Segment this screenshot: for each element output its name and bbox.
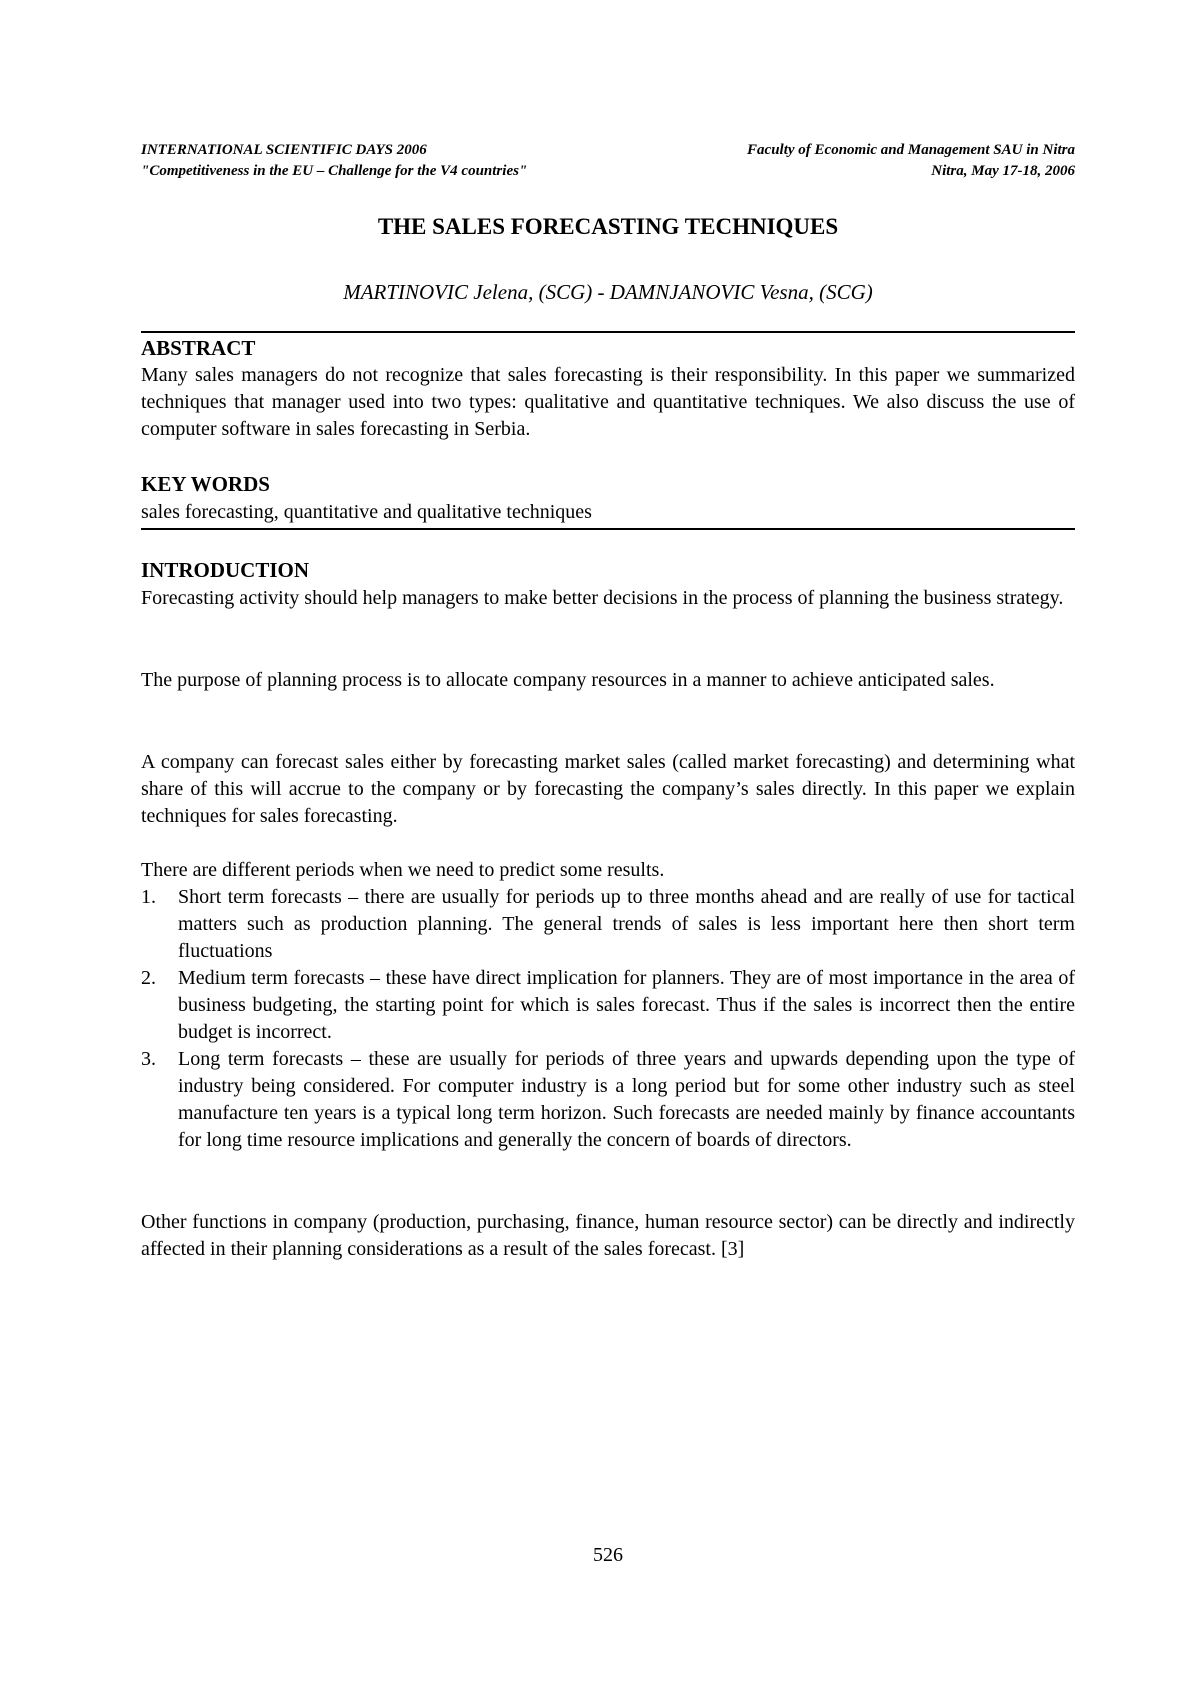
list-item-text: Long term forecasts – these are usually for periods of three years and upwards depending upon the type of industry being considered. For computer industry is a long period but for some other industry such as steel manufacture ten years is a typical long term horizon. Such forecasts are needed mainly by finance accountants for long time resource implications and generally the concern of boards of directors. <box>178 1048 1075 1151</box>
intro-paragraph-3: A company can forecast sales either by forecasting market sales (called market forecasting) and determining what share of this will accrue to the company or by forecasting the company’s sales directly. In this paper we explain techniques for sales forecasting. <box>141 751 1075 827</box>
intro-paragraph-4: There are different periods when we need to predict some results. <box>141 859 665 881</box>
abstract-heading: ABSTRACT <box>141 336 256 360</box>
list-item <box>141 965 1075 1046</box>
conference-date: Nitra, May 17-18, 2006 <box>931 163 1075 179</box>
list-item <box>141 884 1075 965</box>
conference-theme: "Competitiveness in the EU – Challenge for the V4 countries" <box>141 163 528 179</box>
keywords-heading: KEY WORDS <box>141 472 270 496</box>
list-item-text: Medium term forecasts – these have direct implication for planners. They are of most importance in the area of business budgeting, the starting point for which is sales forecast. Thus if the sales is incorrect then the entire budget is incorrect. <box>178 967 1075 1043</box>
introduction-heading: INTRODUCTION <box>141 558 310 582</box>
abstract-text: Many sales managers do not recognize that sales forecasting is their responsibility. In this paper we summarized techniques that manager used into two types: qualitative and quantitative techniques. We also discuss the use of computer software in sales forecasting in Serbia. <box>141 364 1075 440</box>
conference-name: INTERNATIONAL SCIENTIFIC DAYS 2006 <box>141 142 427 158</box>
list-item <box>141 1046 1075 1154</box>
page-number: 526 <box>593 1544 623 1566</box>
intro-paragraph-2: The purpose of planning process is to allocate company resources in a manner to achieve anticipated sales. <box>141 669 995 691</box>
faculty-name: Faculty of Economic and Management SAU in Nitra <box>747 142 1075 158</box>
paper-authors: MARTINOVIC Jelena, (SCG) - DAMNJANOVIC Vesna, (SCG) <box>343 280 873 304</box>
list-item-number: 1. <box>141 886 156 908</box>
keywords-text: sales forecasting, quantitative and qualitative techniques <box>141 501 592 523</box>
list-item-number: 3. <box>141 1048 156 1070</box>
keywords-bottom-rule <box>141 528 1075 530</box>
list-item-number: 2. <box>141 967 156 989</box>
intro-paragraph-1: Forecasting activity should help managers to make better decisions in the process of planning the business strategy. <box>141 587 1064 609</box>
intro-paragraph-5: Other functions in company (production, purchasing, finance, human resource sector) can be directly and indirectly affected in their planning considerations as a result of the sales forecast. [3] <box>141 1211 1075 1260</box>
list-item-text: Short term forecasts – there are usually for periods up to three months ahead and are really of use for tactical matters such as production planning. The general trends of sales is less important here then short term fluctuations <box>178 886 1075 962</box>
paper-title: THE SALES FORECASTING TECHNIQUES <box>377 214 839 239</box>
forecast-periods-list <box>141 884 1075 1154</box>
abstract-top-rule <box>141 331 1075 333</box>
